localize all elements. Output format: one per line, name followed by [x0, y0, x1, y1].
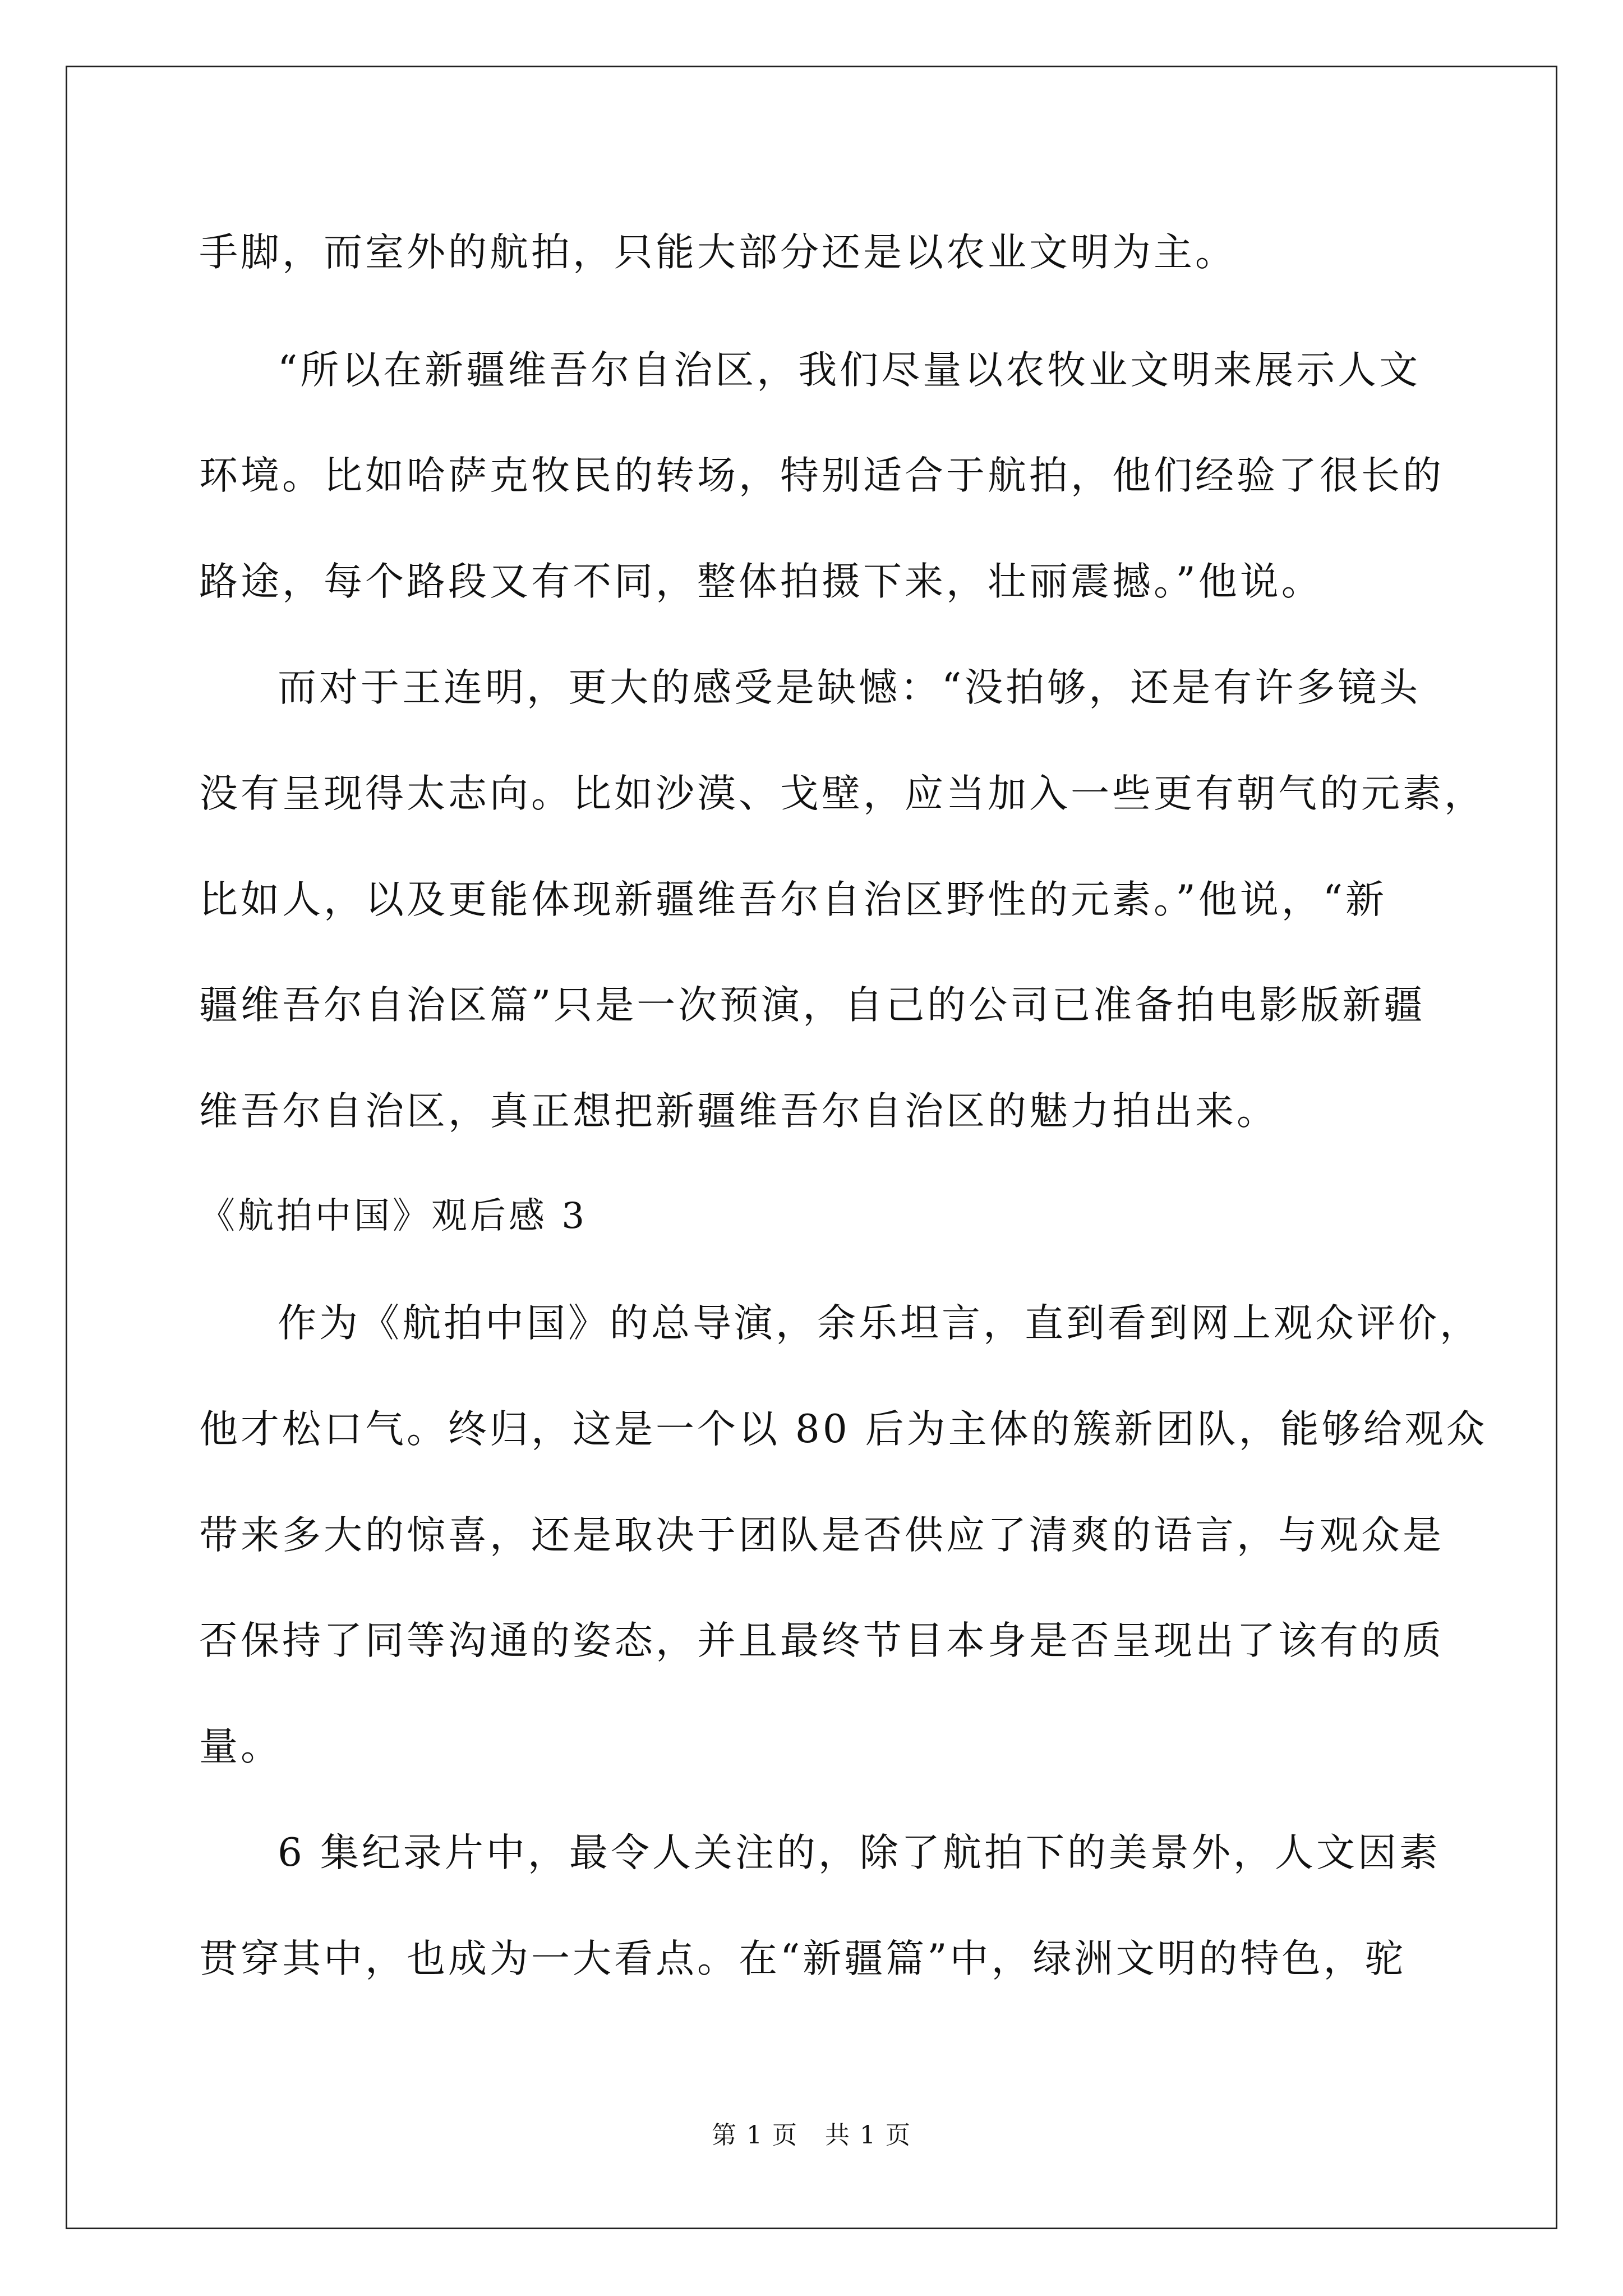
section-heading: 《航拍中国》观后感 3 [199, 1195, 588, 1237]
text-line: 贯穿其中，也成为一大看点。在“新疆篇”中，绿洲文明的特色，驼 [199, 1936, 1407, 1981]
text-line: 他才松口气。终归，这是一个以 80 后为主体的簇新团队，能够给观众 [199, 1407, 1488, 1452]
text-line: 环境。比如哈萨克牧民的转场，特别适合于航拍，他们经验了很长的 [199, 453, 1444, 498]
text-line: 维吾尔自治区，真正想把新疆维吾尔自治区的魅力拍出来。 [199, 1089, 1278, 1134]
text-line: 否保持了同等沟通的姿态，并且最终节目本身是否呈现出了该有的质 [199, 1618, 1444, 1663]
text-line: 疆维吾尔自治区篇”只是一次预演，自己的公司已准备拍电影版新疆 [199, 983, 1426, 1028]
paragraph-start-line: 而对于王连明，更大的感受是缺憾：“没拍够，还是有许多镜头 [278, 665, 1421, 710]
text-line: 比如人，以及更能体现新疆维吾尔自治区野性的元素。”他说，“新 [199, 877, 1387, 922]
paragraph-start-line: 作为《航拍中国》的总导演，余乐坦言，直到看到网上观众评价， [278, 1301, 1481, 1346]
text-line: 没有呈现得太志向。比如沙漠、戈壁，应当加入一些更有朝气的元素， [199, 771, 1486, 816]
text-line: 带来多大的惊喜，还是取决于团队是否供应了清爽的语言，与观众是 [199, 1513, 1444, 1558]
page-number-footer: 第 1 页 共 1 页 [712, 2121, 911, 2150]
paragraph-start-line: 6 集纪录片中，最令人关注的，除了航拍下的美景外，人文因素 [278, 1830, 1441, 1875]
paragraph-start-line: “所以在新疆维吾尔自治区，我们尽量以农牧业文明来展示人文 [278, 348, 1421, 393]
text-line: 手脚，而室外的航拍，只能大部分还是以农业文明为主。 [199, 230, 1237, 275]
text-line: 路途，每个路段又有不同，整体拍摄下来，壮丽震撼。”他说。 [199, 559, 1323, 604]
text-line: 量。 [199, 1724, 282, 1769]
